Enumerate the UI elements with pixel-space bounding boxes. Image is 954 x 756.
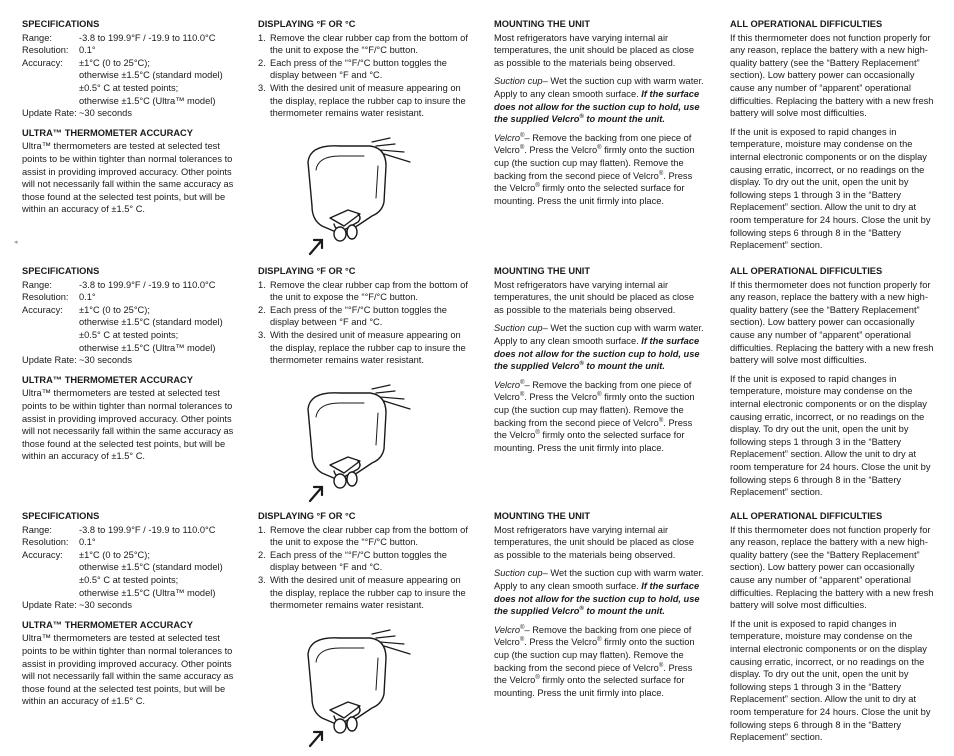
range-value: -3.8 to 199.9°F / -19.9 to 110.0°C xyxy=(79,279,216,290)
range-label: Range: xyxy=(22,524,52,535)
display-steps xyxy=(258,279,468,367)
display-units-heading: DISPLAYING °F OR °C xyxy=(258,266,356,276)
update-rate-value: ~30 seconds xyxy=(79,108,132,119)
velcro-paragraph: Velcro®– Remove the backing from one piece of Velcro®. Press the Velcro® firmly onto the suction cup (the suction cup may flatten). Remove the backing from the second piece of Velcro®. Press the Velcro® firmly onto the selected surface for mounting. Press the unit firmly into place. xyxy=(494,624,695,698)
range-label: Range: xyxy=(22,279,52,290)
difficulties-paragraph: If the unit is exposed to rapid changes in temperature, moisture may condense on the internal electronic components or on the display causing erratic, incorrect, or no readings on the display. To dry out the unit, open the unit by following steps 1 through 3 in the “Battery Replacement” section. Allow the unit to dry at room temperature for 24 hours. Close the unit by following steps 6 through 8 in the “Battery Replacement” section. xyxy=(730,373,931,498)
page-marker-icon: ◂ xyxy=(14,239,18,246)
mounting-heading: MOUNTING THE UNIT xyxy=(494,511,591,521)
specifications-column xyxy=(22,18,237,216)
update-rate-row xyxy=(22,107,237,120)
difficulties-column xyxy=(730,510,935,744)
range-value: -3.8 to 199.9°F / -19.9 to 110.0°C xyxy=(79,32,216,43)
thermometer-illustration xyxy=(300,628,420,748)
range-label: Range: xyxy=(22,32,52,43)
velcro-paragraph: Velcro®– Remove the backing from one piece of Velcro®. Press the Velcro® firmly onto the suction cup (the suction cup may flatten). Remove the backing from the second piece of Velcro®. Press the Velcro® firmly onto the selected surface for mounting. Press the unit firmly into place. xyxy=(494,132,695,206)
display-units-column xyxy=(258,265,468,367)
mounting-heading: MOUNTING THE UNIT xyxy=(494,266,591,276)
step-item: 2. Each press of the “°F/°C button toggles the display between °F and °C. xyxy=(258,304,447,328)
instruction-panel xyxy=(0,510,954,756)
update-rate-value: ~30 seconds xyxy=(79,600,132,611)
accuracy-row xyxy=(22,549,237,562)
mounting-heading: MOUNTING THE UNIT xyxy=(494,19,591,29)
thermometer-drawing-icon xyxy=(300,628,420,748)
thermometer-drawing-icon xyxy=(300,383,420,503)
ultra-accuracy-heading: ULTRA™ THERMOMETER ACCURACY xyxy=(22,619,193,630)
update-rate-row xyxy=(22,354,237,367)
accuracy-label: Accuracy: xyxy=(22,549,63,560)
ultra-accuracy-text: Ultra™ thermometers are tested at selected test points to be within tighter than normal tolerances to assist in providing improved accuracy. Other points will not necessarily fall within the same accuracy as those found at the selected test points, but will be within an accuracy of ±1.5° C. xyxy=(22,141,234,215)
resolution-row xyxy=(22,44,237,57)
instruction-panel xyxy=(0,18,954,264)
mounting-column xyxy=(494,510,706,699)
accuracy-line: otherwise ±1.5°C (Ultra™ model) xyxy=(79,342,216,353)
mounting-intro: Most refrigerators have varying internal air temperatures, the unit should be placed as close as possible to the materials being observed. xyxy=(494,32,695,68)
step-item: 3. With the desired unit of measure appearing on the display, replace the rubber cap to insure the thermometer remains water resistant. xyxy=(258,329,466,366)
thermometer-illustration xyxy=(300,136,420,256)
resolution-label: Resolution: xyxy=(22,292,69,303)
accuracy-value: ±1°C (0 to 25°C); xyxy=(79,304,150,315)
update-rate-row xyxy=(22,599,237,612)
difficulties-column xyxy=(730,18,935,252)
range-row xyxy=(22,524,237,537)
update-rate-label: Update Rate: xyxy=(22,108,77,119)
ultra-accuracy-heading: ULTRA™ THERMOMETER ACCURACY xyxy=(22,127,193,138)
accuracy-line: otherwise ±1.5°C (standard model) xyxy=(79,317,223,328)
resolution-row xyxy=(22,291,237,304)
difficulties-heading: ALL OPERATIONAL DIFFICULTIES xyxy=(730,266,883,276)
accuracy-line: ±0.5° C at tested points; xyxy=(79,82,179,93)
resolution-value: 0.1° xyxy=(79,537,96,548)
suction-cup-paragraph: Suction cup– Wet the suction cup with warm water. Apply to any clean smooth surface. If the surface does not allow for the suction cup to hold, use the supplied Velcro® to mount the unit. xyxy=(494,323,704,372)
difficulties-heading: ALL OPERATIONAL DIFFICULTIES xyxy=(730,19,883,29)
accuracy-value: ±1°C (0 to 25°C); xyxy=(79,57,150,68)
step-item: 1. Remove the clear rubber cap from the bottom of the unit to expose the “°F/°C button. xyxy=(258,279,468,303)
step-item: 3. With the desired unit of measure appearing on the display, replace the rubber cap to insure the thermometer remains water resistant. xyxy=(258,574,466,611)
difficulties-paragraph: If this thermometer does not function properly for any reason, replace the battery with a new high-quality battery (see the “Battery Replacement” section). Low battery power can occasionally cause any number of “apparent” operational difficulties. Replacing the battery with a new fresh battery will solve most difficulties. xyxy=(730,279,934,366)
resolution-label: Resolution: xyxy=(22,537,69,548)
accuracy-value: ±1°C (0 to 25°C); xyxy=(79,549,150,560)
velcro-paragraph: Velcro®– Remove the backing from one piece of Velcro®. Press the Velcro® firmly onto the suction cup (the suction cup may flatten). Remove the backing from the second piece of Velcro®. Press the Velcro® firmly onto the selected surface for mounting. Press the unit firmly into place. xyxy=(494,379,695,453)
mounting-intro: Most refrigerators have varying internal air temperatures, the unit should be placed as close as possible to the materials being observed. xyxy=(494,279,695,315)
mounting-column xyxy=(494,265,706,454)
resolution-value: 0.1° xyxy=(79,45,96,56)
step-item: 2. Each press of the “°F/°C button toggles the display between °F and °C. xyxy=(258,549,447,573)
specifications-column xyxy=(22,265,237,463)
specifications-heading: SPECIFICATIONS xyxy=(22,511,100,521)
update-rate-value: ~30 seconds xyxy=(79,355,132,366)
update-rate-label: Update Rate: xyxy=(22,355,77,366)
specifications-column xyxy=(22,510,237,708)
ultra-accuracy-text: Ultra™ thermometers are tested at selected test points to be within tighter than normal tolerances to assist in providing improved accuracy. Other points will not necessarily fall within the same accuracy as those found at the selected test points, but will be within an accuracy of ±1.5° C. xyxy=(22,633,234,707)
range-row xyxy=(22,32,237,45)
display-units-column xyxy=(258,510,468,612)
resolution-row xyxy=(22,536,237,549)
accuracy-row xyxy=(22,57,237,70)
resolution-value: 0.1° xyxy=(79,292,96,303)
ultra-accuracy-heading: ULTRA™ THERMOMETER ACCURACY xyxy=(22,374,193,385)
range-value: -3.8 to 199.9°F / -19.9 to 110.0°C xyxy=(79,524,216,535)
specifications-heading: SPECIFICATIONS xyxy=(22,19,100,29)
accuracy-line: otherwise ±1.5°C (standard model) xyxy=(79,562,223,573)
thermometer-drawing-icon xyxy=(300,136,420,256)
difficulties-paragraph: If the unit is exposed to rapid changes in temperature, moisture may condense on the internal electronic components or on the display causing erratic, incorrect, or no readings on the display. To dry out the unit, open the unit by following steps 1 through 3 in the “Battery Replacement” section. Allow the unit to dry at room temperature for 24 hours. Close the unit by following steps 6 through 8 in the “Battery Replacement” section. xyxy=(730,618,931,743)
accuracy-line: otherwise ±1.5°C (standard model) xyxy=(79,70,223,81)
range-row xyxy=(22,279,237,292)
specifications-heading: SPECIFICATIONS xyxy=(22,266,100,276)
step-item: 1. Remove the clear rubber cap from the bottom of the unit to expose the “°F/°C button. xyxy=(258,524,468,548)
accuracy-line: ±0.5° C at tested points; xyxy=(79,574,179,585)
difficulties-heading: ALL OPERATIONAL DIFFICULTIES xyxy=(730,511,883,521)
difficulties-paragraph: If the unit is exposed to rapid changes in temperature, moisture may condense on the internal electronic components or on the display causing erratic, incorrect, or no readings on the display. To dry out the unit, open the unit by following steps 1 through 3 in the “Battery Replacement” section. Allow the unit to dry at room temperature for 24 hours. Close the unit by following steps 6 through 8 in the “Battery Replacement” section. xyxy=(730,126,931,251)
difficulties-column xyxy=(730,265,935,499)
display-units-heading: DISPLAYING °F OR °C xyxy=(258,511,356,521)
ultra-accuracy-text: Ultra™ thermometers are tested at selected test points to be within tighter than normal tolerances to assist in providing improved accuracy. Other points will not necessarily fall within the same accuracy as those found at the selected test points, but will be within an accuracy of ±1.5° C. xyxy=(22,388,234,462)
accuracy-line: otherwise ±1.5°C (Ultra™ model) xyxy=(79,587,216,598)
difficulties-paragraph: If this thermometer does not function properly for any reason, replace the battery with a new high-quality battery (see the “Battery Replacement” section). Low battery power can occasionally cause any number of “apparent” operational difficulties. Replacing the battery with a new fresh battery will solve most difficulties. xyxy=(730,524,934,611)
display-steps xyxy=(258,32,468,120)
accuracy-label: Accuracy: xyxy=(22,304,63,315)
accuracy-line: ±0.5° C at tested points; xyxy=(79,329,179,340)
step-item: 2. Each press of the “°F/°C button toggles the display between °F and °C. xyxy=(258,57,447,81)
accuracy-label: Accuracy: xyxy=(22,57,63,68)
display-units-column xyxy=(258,18,468,120)
suction-cup-paragraph: Suction cup– Wet the suction cup with warm water. Apply to any clean smooth surface. If the surface does not allow for the suction cup to hold, use the supplied Velcro® to mount the unit. xyxy=(494,76,704,125)
update-rate-label: Update Rate: xyxy=(22,600,77,611)
accuracy-row xyxy=(22,304,237,317)
accuracy-line: otherwise ±1.5°C (Ultra™ model) xyxy=(79,95,216,106)
mounting-column xyxy=(494,18,706,207)
mounting-intro: Most refrigerators have varying internal air temperatures, the unit should be placed as close as possible to the materials being observed. xyxy=(494,524,695,560)
instruction-panel xyxy=(0,265,954,511)
step-item: 1. Remove the clear rubber cap from the bottom of the unit to expose the “°F/°C button. xyxy=(258,32,468,56)
thermometer-illustration xyxy=(300,383,420,503)
display-steps xyxy=(258,524,468,612)
step-item: 3. With the desired unit of measure appearing on the display, replace the rubber cap to insure the thermometer remains water resistant. xyxy=(258,82,466,119)
difficulties-paragraph: If this thermometer does not function properly for any reason, replace the battery with a new high-quality battery (see the “Battery Replacement” section). Low battery power can occasionally cause any number of “apparent” operational difficulties. Replacing the battery with a new fresh battery will solve most difficulties. xyxy=(730,32,934,119)
suction-cup-paragraph: Suction cup– Wet the suction cup with warm water. Apply to any clean smooth surface. If the surface does not allow for the suction cup to hold, use the supplied Velcro® to mount the unit. xyxy=(494,568,704,617)
display-units-heading: DISPLAYING °F OR °C xyxy=(258,19,356,29)
resolution-label: Resolution: xyxy=(22,45,69,56)
